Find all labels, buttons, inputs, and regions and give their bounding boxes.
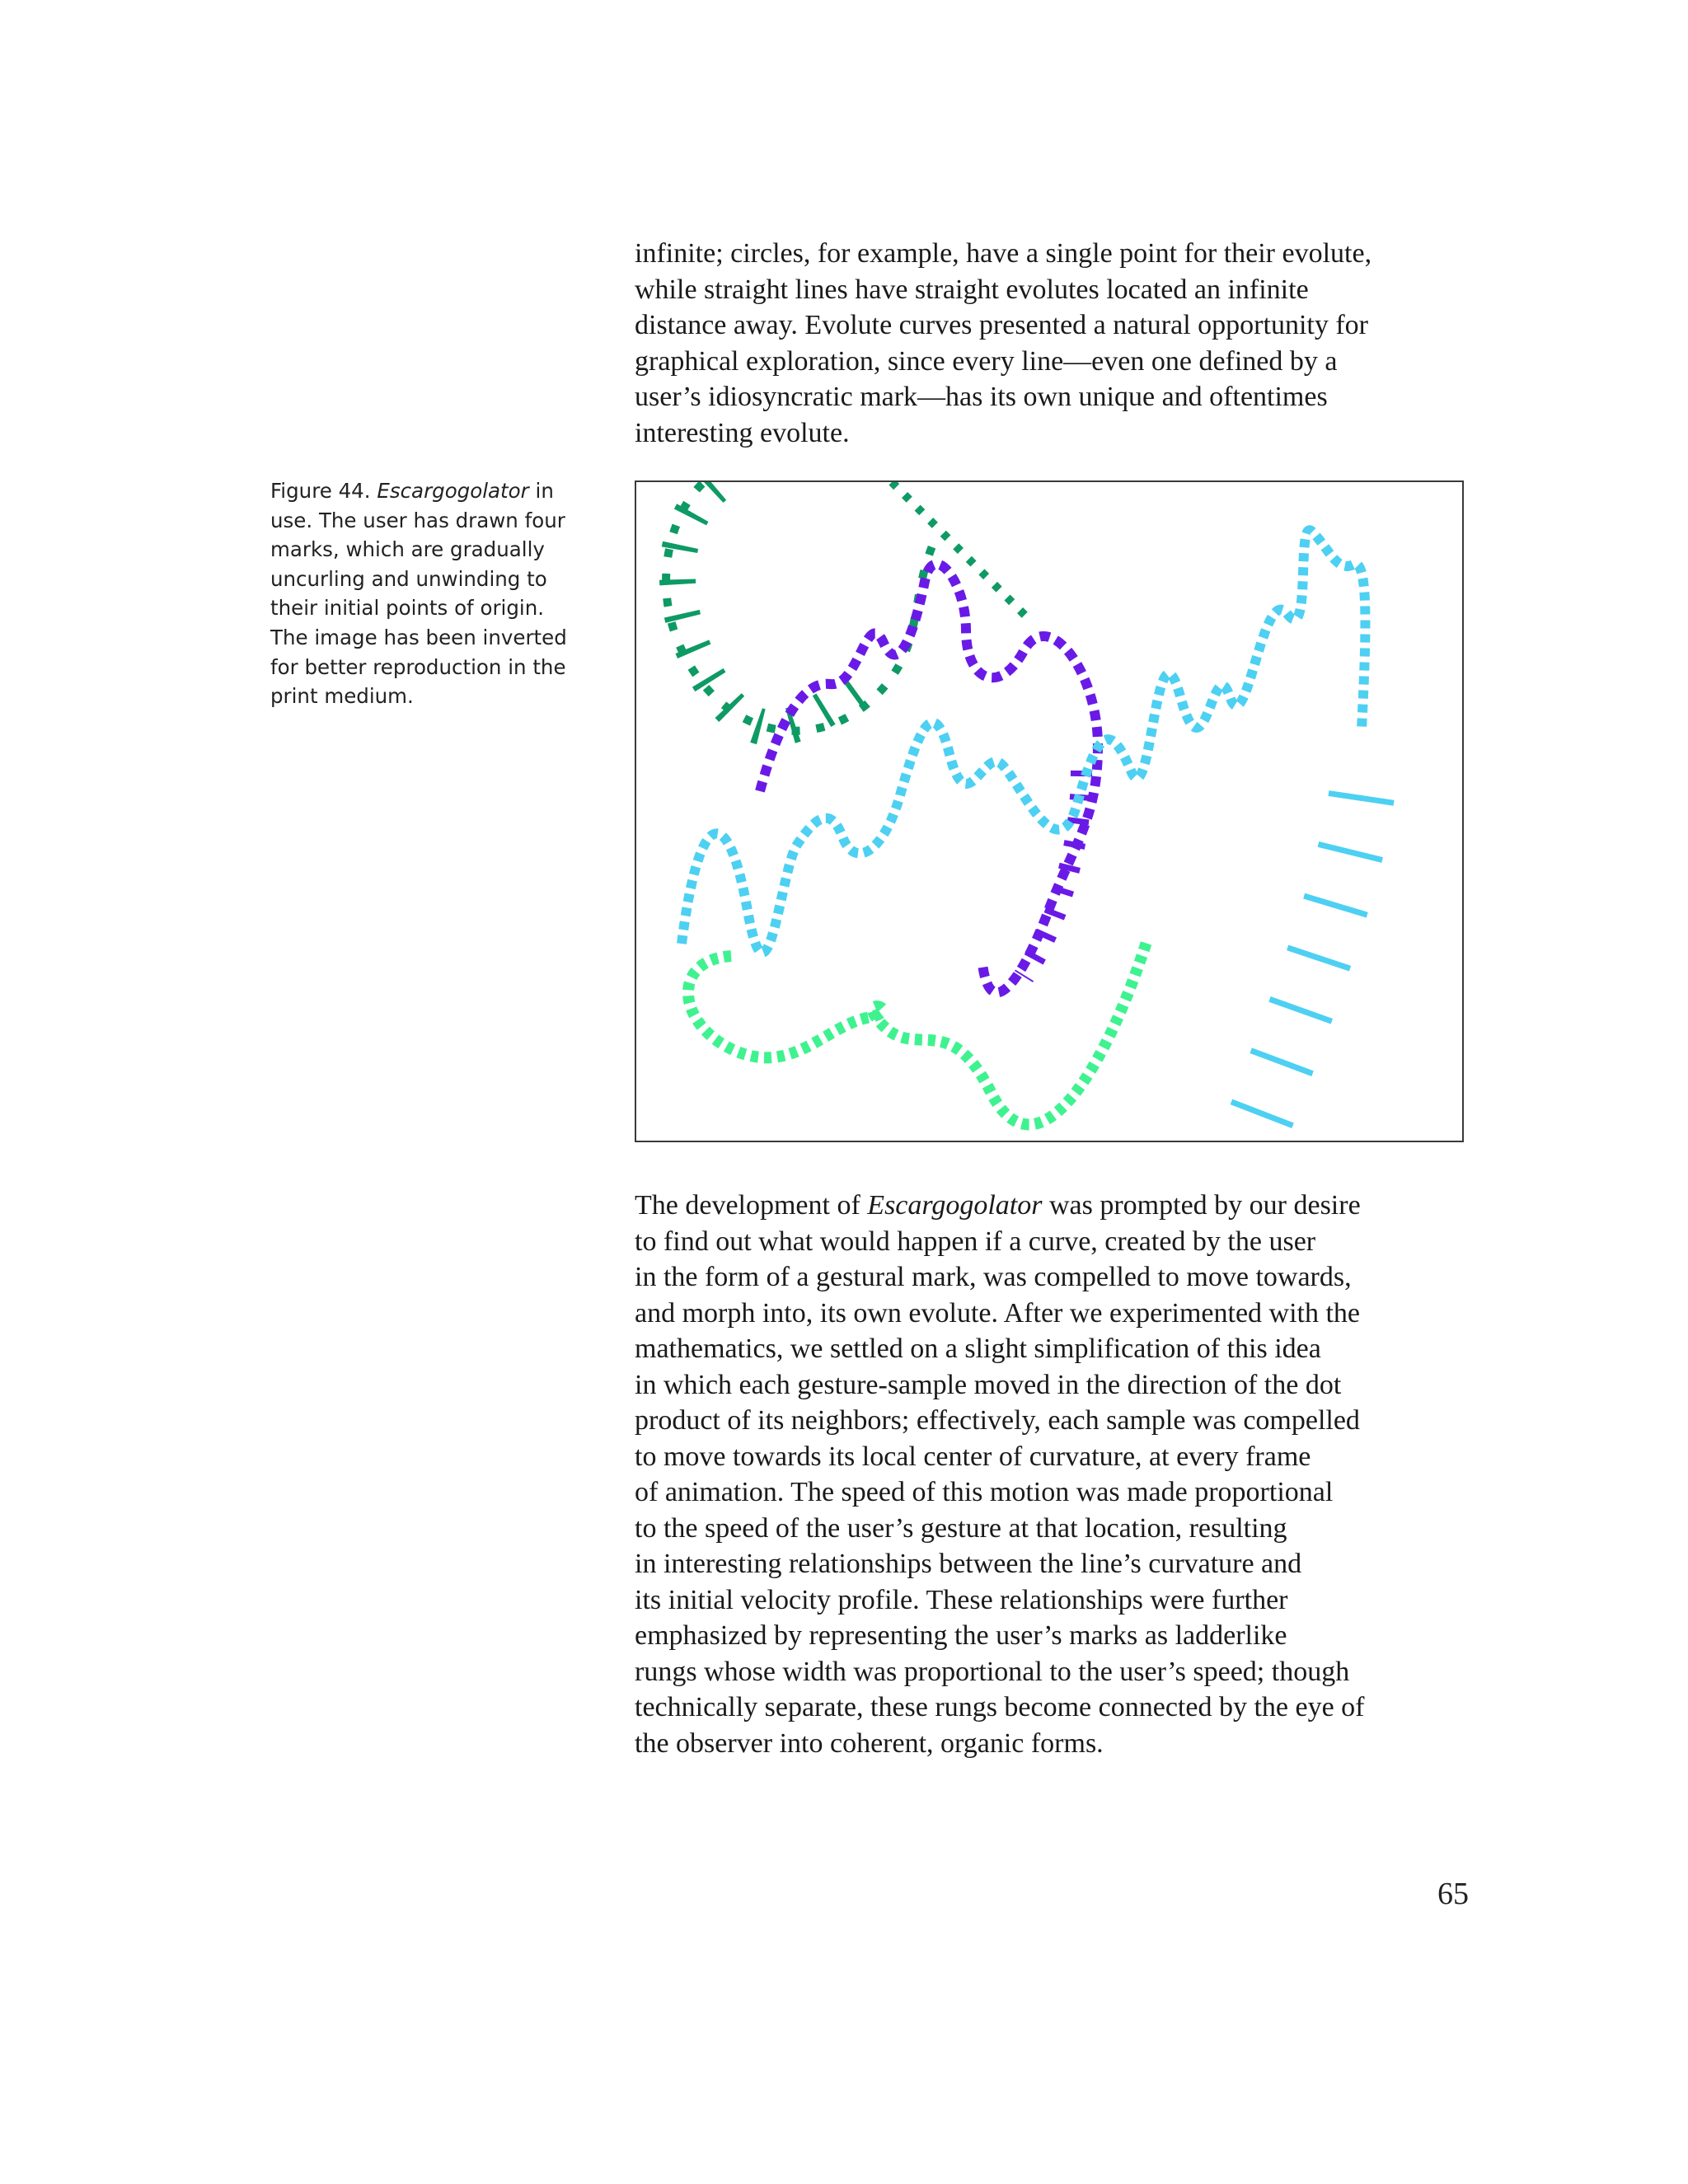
caption-line: marks, which are gradually (270, 537, 545, 562)
text-line: interesting evolute. (635, 417, 850, 448)
caption-line (270, 476, 575, 506)
text-line: to find out what would happen if a curve, created by the user (635, 1226, 1316, 1257)
text-line: in which each gesture-sample moved in the direction of the dot (635, 1369, 1342, 1400)
body-paragraph-top (635, 236, 1475, 451)
text-line: user’s idiosyncratic mark—has its own unique and oftentimes (635, 382, 1328, 412)
caption-text: in (528, 479, 554, 503)
text-line: mathematics, we settled on a slight simplification of this idea (635, 1333, 1321, 1364)
mark-light-blue-rungs (1254, 795, 1362, 1133)
text-line: graphical exploration, since every line—even one defined by a (635, 345, 1338, 377)
caption-title: Escargogolator (377, 479, 529, 503)
text-fragment: was prompted by our desire (1042, 1190, 1361, 1221)
figure-escargogolator-image (635, 480, 1464, 1142)
text-line: its initial velocity profile. These relationships were further (635, 1584, 1288, 1615)
text-line: while straight lines have straight evolutes located an infinite (635, 274, 1309, 305)
text-line: to move towards its local center of curvature, at every frame (635, 1441, 1311, 1472)
text-line: in the form of a gestural mark, was compelled to move towards, (635, 1262, 1352, 1292)
text-line: rungs whose width was proportional to the user’s speed; though (635, 1656, 1350, 1687)
text-line: infinite; circles, for example, have a single point for their evolute, (635, 238, 1372, 269)
figure-artwork (636, 482, 1462, 1141)
caption-line: print medium. (270, 684, 414, 709)
caption-line: their initial points of origin. (270, 596, 545, 621)
mark-light-green (688, 940, 1147, 1125)
mark-light-blue (682, 530, 1365, 953)
text-line: product of its neighbors; effectively, each sample was compelled (635, 1405, 1360, 1436)
caption-line: use. The user has drawn four (270, 508, 565, 532)
caption-line: The image has been inverted (270, 625, 567, 649)
text-line: of animation. The speed of this motion was made proportional (635, 1477, 1334, 1507)
mark-purple (760, 565, 1098, 993)
text-line: emphasized by representing the user’s marks as ladderlike (635, 1620, 1287, 1651)
figure-caption (270, 476, 575, 711)
caption-line: for better reproduction in the (270, 654, 566, 679)
text-line: and morph into, its own evolute. After we experimented with the (635, 1297, 1361, 1329)
text-line: in interesting relationships between the line’s curvature and (635, 1549, 1302, 1579)
text-line: to the speed of the user’s gesture at that location, resulting (635, 1512, 1287, 1544)
text-fragment: The development of (635, 1190, 868, 1221)
caption-figure-number: Figure 44. (270, 479, 377, 503)
text-line: the observer into coherent, organic forms. (635, 1727, 1104, 1759)
software-title: Escargogolator (867, 1190, 1043, 1221)
mark-dark-green-diagonal (892, 482, 1032, 622)
text-line: technically separate, these rungs become connected by the eye of (635, 1692, 1365, 1722)
body-paragraph-main (635, 1188, 1475, 1761)
page-number: 65 (1437, 1877, 1469, 1911)
text-line (635, 1188, 1475, 1224)
text-line: distance away. Evolute curves presented a natural opportunity for (635, 310, 1368, 340)
caption-line: uncurling and unwinding to (270, 566, 547, 591)
